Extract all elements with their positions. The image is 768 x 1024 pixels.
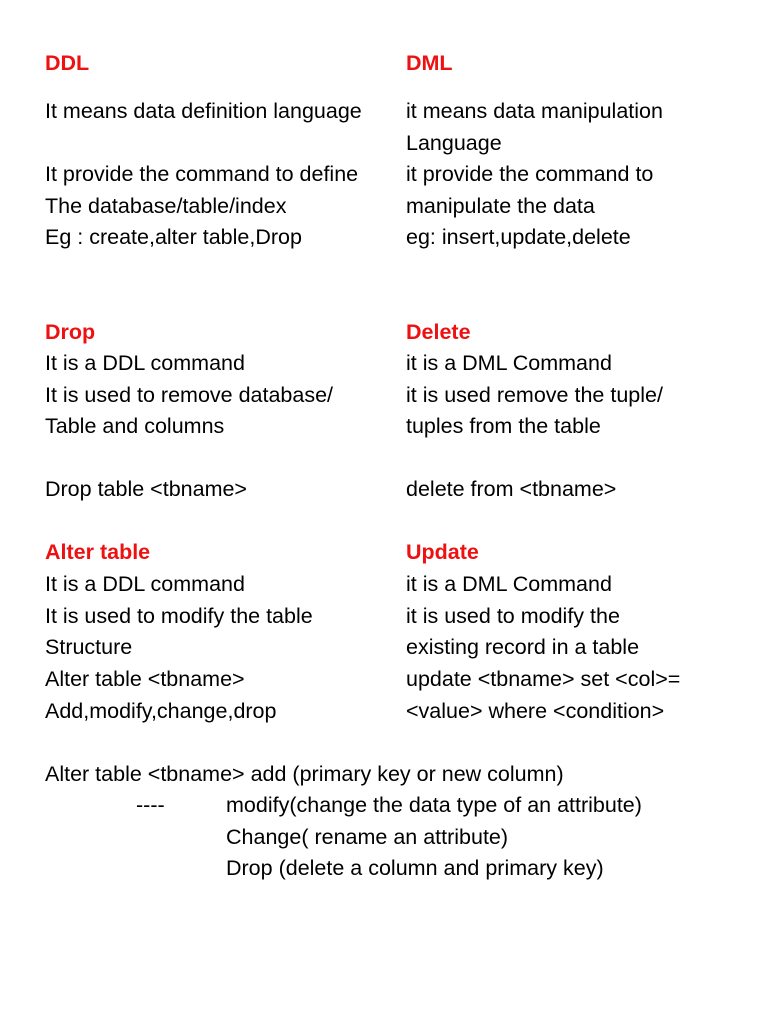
update-text-line: it is used to modify the: [406, 604, 620, 628]
drop-text-line: It is a DDL command: [45, 351, 245, 375]
delete-text-line: it is used remove the tuple/: [406, 383, 663, 407]
drop-heading: Drop: [45, 320, 96, 344]
alter-table-heading: Alter table: [45, 540, 151, 564]
dml-heading: DML: [406, 51, 453, 75]
update-heading: Update: [406, 540, 479, 564]
alter-text-line: It is used to modify the table: [45, 604, 313, 628]
alter-syntax-option: Drop (delete a column and primary key): [226, 856, 604, 880]
delete-syntax-line: delete from <tbname>: [406, 477, 617, 501]
update-text-line: it is a DML Command: [406, 572, 612, 596]
dml-text-line: manipulate the data: [406, 194, 595, 218]
dml-text-line: Language: [406, 131, 502, 155]
drop-text-line: Table and columns: [45, 414, 225, 438]
alter-text-line: Alter table <tbname>: [45, 667, 245, 691]
delete-text-line: tuples from the table: [406, 414, 601, 438]
drop-syntax-line: Drop table <tbname>: [45, 477, 247, 501]
dml-text-line: it provide the command to: [406, 162, 654, 186]
alter-syntax-option: modify(change the data type of an attribute): [226, 793, 642, 817]
alter-text-line: Add,modify,change,drop: [45, 699, 277, 723]
update-text-line: <value> where <condition>: [406, 699, 665, 723]
alter-syntax-dash: ----: [136, 793, 165, 817]
ddl-text-line: Eg : create,alter table,Drop: [45, 225, 302, 249]
alter-syntax-option: Change( rename an attribute): [226, 825, 509, 849]
alter-text-line: Structure: [45, 635, 133, 659]
update-text-line: existing record in a table: [406, 635, 640, 659]
delete-text-line: it is a DML Command: [406, 351, 612, 375]
dml-text-line: eg: insert,update,delete: [406, 225, 631, 249]
alter-text-line: It is a DDL command: [45, 572, 245, 596]
update-text-line: update <tbname> set <col>=: [406, 667, 681, 691]
drop-text-line: It is used to remove database/: [45, 383, 334, 407]
ddl-text-line: It provide the command to define: [45, 162, 359, 186]
delete-heading: Delete: [406, 320, 471, 344]
ddl-text-line: The database/table/index: [45, 194, 287, 218]
ddl-heading: DDL: [45, 51, 90, 75]
dml-text-line: it means data manipulation: [406, 99, 663, 123]
ddl-text-line: It means data definition language: [45, 99, 362, 123]
alter-syntax-main-line: Alter table <tbname> add (primary key or new column): [45, 762, 564, 786]
